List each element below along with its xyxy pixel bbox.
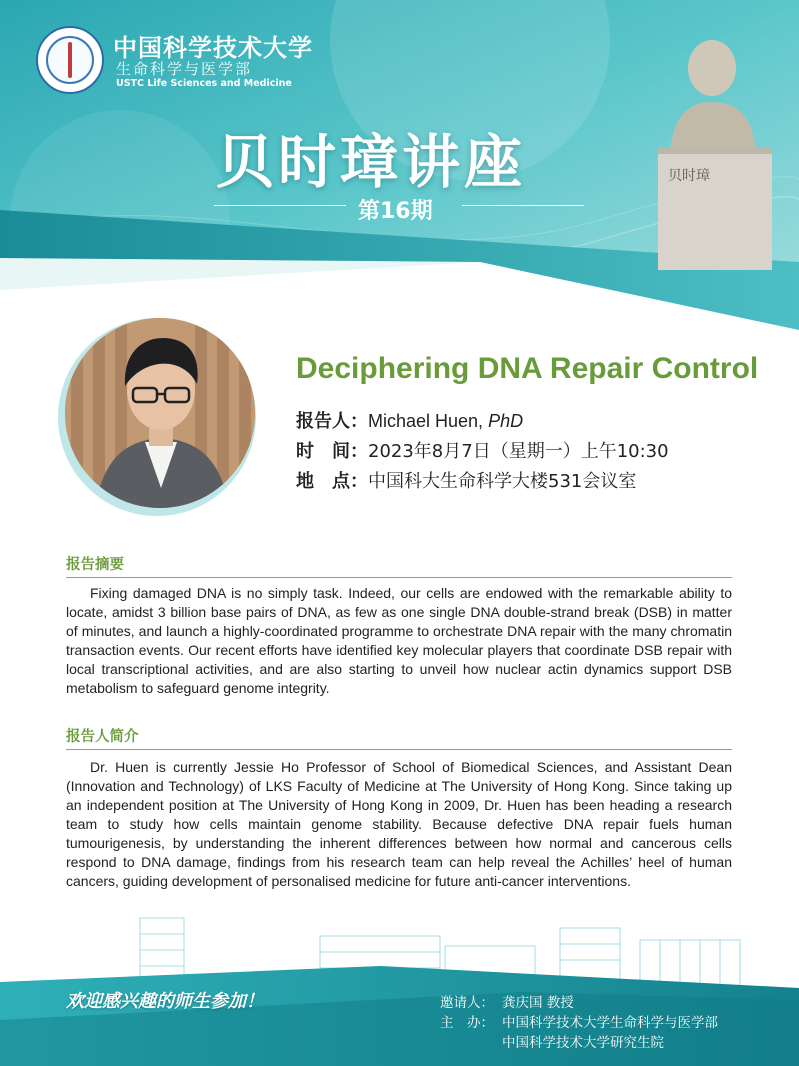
inviter-label: 邀请人： — [440, 995, 494, 1011]
time-row — [296, 437, 669, 463]
speaker-degree: PhD — [488, 411, 524, 431]
time-value: 2023年8月7日（星期一）上午10:30 — [368, 441, 669, 462]
talk-title: Deciphering DNA Repair Control — [296, 352, 759, 385]
issue-number: 第16期 — [358, 199, 433, 224]
speaker-name: Michael Huen, — [368, 411, 489, 431]
host-row-2 — [440, 1031, 664, 1051]
header-banner — [0, 0, 799, 335]
school-name: 中国科学技术大学 — [113, 33, 313, 62]
speaker-label: 报告人： — [296, 411, 368, 432]
abstract-heading: 报告摘要 — [66, 557, 124, 573]
abstract-text: Fixing damaged DNA is no simply task. Indeed, our cells are endowed with the remarkable ability to locate, amidst 3 billion base pairs of DNA, as few as one single DNA double-strand break (DSB) in matter of minutes, and launch a highly-coordinated programme to orchestrate DNA repair with the many chromatin transaction events. Our recent efforts have identified key molecular players that coordinate DSB repair with local transcriptional activities, and are also starting to unveil how nuclear actin dynamics support DSB metabolism to safeguard genome integrity. — [66, 585, 732, 696]
statue-image — [650, 30, 780, 270]
bio-text: Dr. Huen is currently Jessie Ho Professor of School of Biomedical Sciences, and Assistant Dean (Innovation and Technology) of LKS Faculty of Medicine at The University of Hong Kong. Since taking up an independent position at The University of Hong Kong in 2009, Dr. Huen has been heading a research team to study how cells maintain genome stability. Because defective DNA repair fuels human tumourigenesis, by understanding the inherent differences between how normal and cancerous cells respond to DNA damage, findings from his research team can help reveal the Achilles’ heel of human cancers, guiding development of personalised medicine for future anti-cancer interventions. — [66, 759, 732, 889]
statue-inscription: 贝时璋 — [668, 168, 710, 184]
footer-background — [0, 900, 799, 1066]
issue-divider-left — [214, 205, 346, 206]
host-row — [440, 1011, 718, 1031]
university-logo — [36, 26, 104, 94]
department-name-english: USTC Life Sciences and Medicine — [116, 78, 292, 89]
lecture-series-title: 贝时璋讲座 — [216, 128, 527, 196]
footer-banner — [0, 900, 799, 1066]
speaker-row — [296, 407, 523, 433]
department-name: 生命科学与医学部 — [116, 60, 253, 78]
abstract-divider — [66, 577, 732, 578]
host-label: 主 办： — [440, 1015, 494, 1031]
bio-divider — [66, 749, 732, 750]
host-value-1: 中国科学技术大学生命科学与医学部 — [502, 1015, 718, 1031]
place-value: 中国科大生命科学大楼531会议室 — [368, 471, 637, 492]
place-label: 地 点： — [296, 471, 368, 492]
host-value-2: 中国科学技术大学研究生院 — [502, 1035, 664, 1051]
issue-divider-right — [462, 205, 584, 206]
bio-heading: 报告人简介 — [66, 729, 139, 745]
time-label: 时 间： — [296, 441, 368, 462]
inviter-value: 龚庆国 教授 — [502, 995, 574, 1011]
welcome-message: 欢迎感兴趣的师生参加！ — [66, 991, 264, 1012]
inviter-row — [440, 991, 574, 1011]
place-row — [296, 467, 636, 493]
speaker-photo — [65, 318, 255, 508]
